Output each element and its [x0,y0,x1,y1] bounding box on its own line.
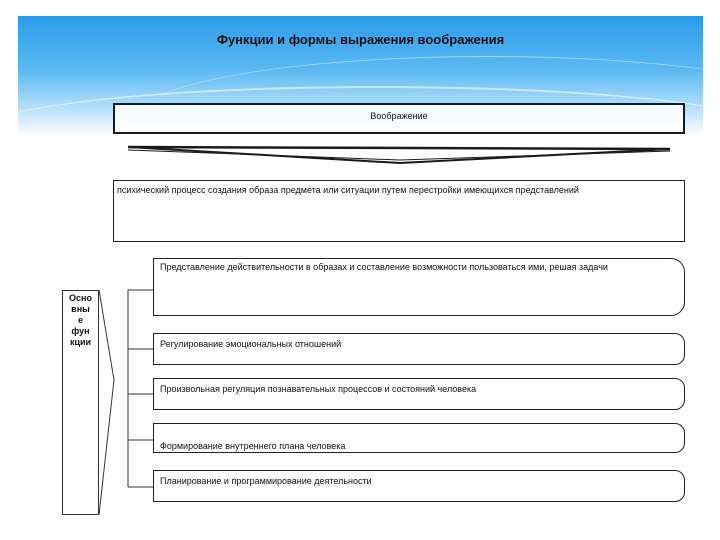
function-box-4 [153,423,685,453]
main-concept-label: Воображение [370,111,428,121]
function-text: Представление действительности в образах и составление возможности пользоваться ими, решая задачи [160,262,608,272]
function-box-2 [153,333,685,365]
side-label-box [62,290,99,515]
funnel-arrow [128,147,670,163]
function-box-3 [153,378,685,410]
function-text: Формирование внутреннего плана человека [160,441,346,451]
definition-box [113,180,685,242]
side-label-line: фун [71,326,90,336]
function-text: Планирование и программирование деятельности [160,476,372,486]
function-box-5 [153,470,685,502]
side-label-line: Осно [69,293,92,303]
side-label-line: кции [69,337,92,347]
function-box-1 [153,258,685,316]
function-text: Произвольная регуляция познавательных процессов и состояний человека [160,384,477,394]
side-bracket [99,290,114,515]
definition-text: психический процесс создания образа предмета или ситуации путем перестройки имеющихся представлений [117,185,579,195]
branch-connectors [128,290,153,487]
side-label-line: вны [71,304,90,314]
slide-title: Функции и формы выражения воображения [216,32,505,47]
function-text: Регулирование эмоциональных отношений [160,339,342,349]
side-label-line: е [77,315,83,325]
